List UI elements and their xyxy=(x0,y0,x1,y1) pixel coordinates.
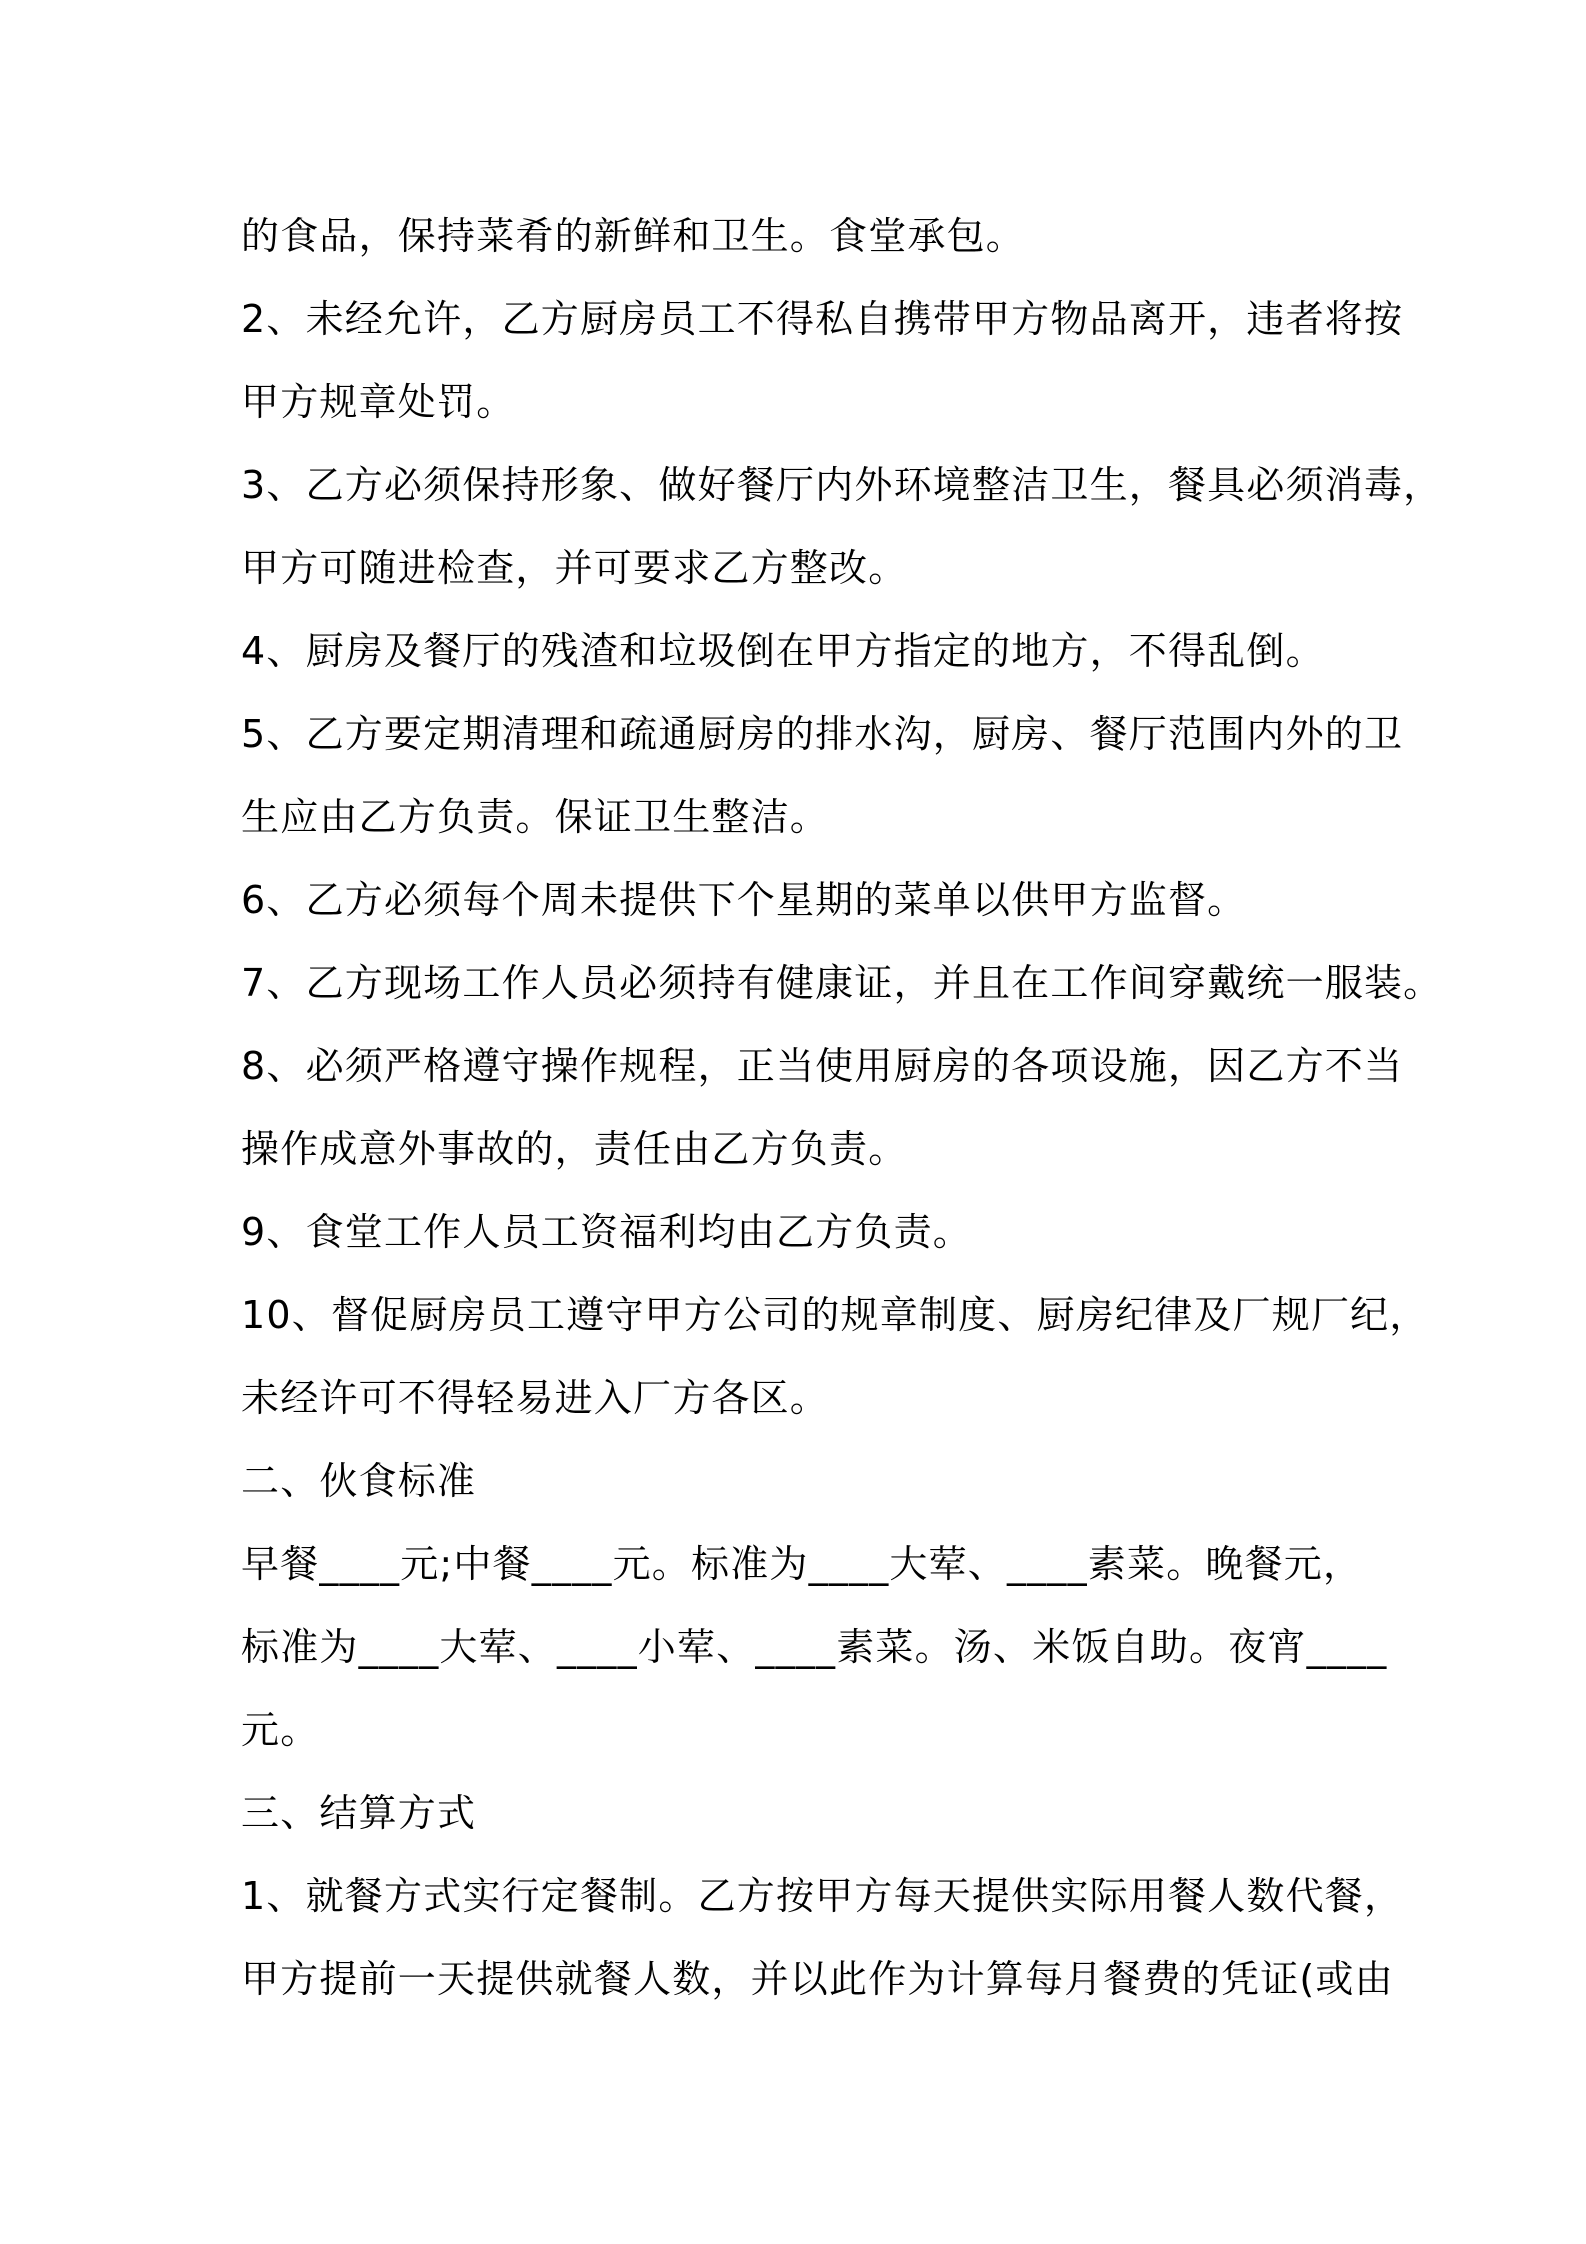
text-line: 的食品，保持菜肴的新鲜和卫生。食堂承包。 xyxy=(241,214,1026,258)
text-line: 1、就餐方式实行定餐制。乙方按甲方每天提供实际用餐人数代餐， xyxy=(241,1874,1404,1918)
section-heading: 二、伙食标准 xyxy=(241,1459,477,1503)
text-line: 元。 xyxy=(241,1708,320,1752)
text-line: 操作成意外事故的，责任由乙方负责。 xyxy=(241,1127,908,1171)
document-body xyxy=(241,195,1443,2021)
text-line: 5、乙方要定期清理和疏通厨房的排水沟，厨房、餐厅范围内外的卫 xyxy=(241,712,1404,756)
text-line: 7、乙方现场工作人员必须持有健康证，并且在工作间穿戴统一服装。 xyxy=(241,961,1443,1005)
text-line: 甲方可随进检查，并可要求乙方整改。 xyxy=(241,546,908,590)
text-line: 8、必须严格遵守操作规程，正当使用厨房的各项设施，因乙方不当 xyxy=(241,1044,1404,1088)
text-line: 甲方提前一天提供就餐人数，并以此作为计算每月餐费的凭证(或由 xyxy=(241,1957,1394,2001)
text-line: 4、厨房及餐厅的残渣和垃圾倒在甲方指定的地方，不得乱倒。 xyxy=(241,629,1325,673)
text-line: 6、乙方必须每个周未提供下个星期的菜单以供甲方监督。 xyxy=(241,878,1247,922)
text-line: 10、督促厨房员工遵守甲方公司的规章制度、厨房纪律及厂规厂纪， xyxy=(241,1293,1429,1337)
text-line: 3、乙方必须保持形象、做好餐厅内外环境整洁卫生，餐具必须消毒， xyxy=(241,463,1443,507)
text-line: 未经许可不得轻易进入厂方各区。 xyxy=(241,1376,830,1420)
text-line: 早餐____元;中餐____元。标准为____大荤、____素菜。晚餐元， xyxy=(241,1542,1363,1586)
text-line: 9、食堂工作人员工资福利均由乙方负责。 xyxy=(241,1210,972,1254)
text-line: 2、未经允许，乙方厨房员工不得私自携带甲方物品离开，违者将按 xyxy=(241,297,1404,341)
text-line: 甲方规章处罚。 xyxy=(241,380,516,424)
text-line: 生应由乙方负责。保证卫生整洁。 xyxy=(241,795,830,839)
section-heading: 三、结算方式 xyxy=(241,1791,477,1835)
text-line: 标准为____大荤、____小荤、____素菜。汤、米饭自助。夜宵____ xyxy=(241,1625,1388,1669)
